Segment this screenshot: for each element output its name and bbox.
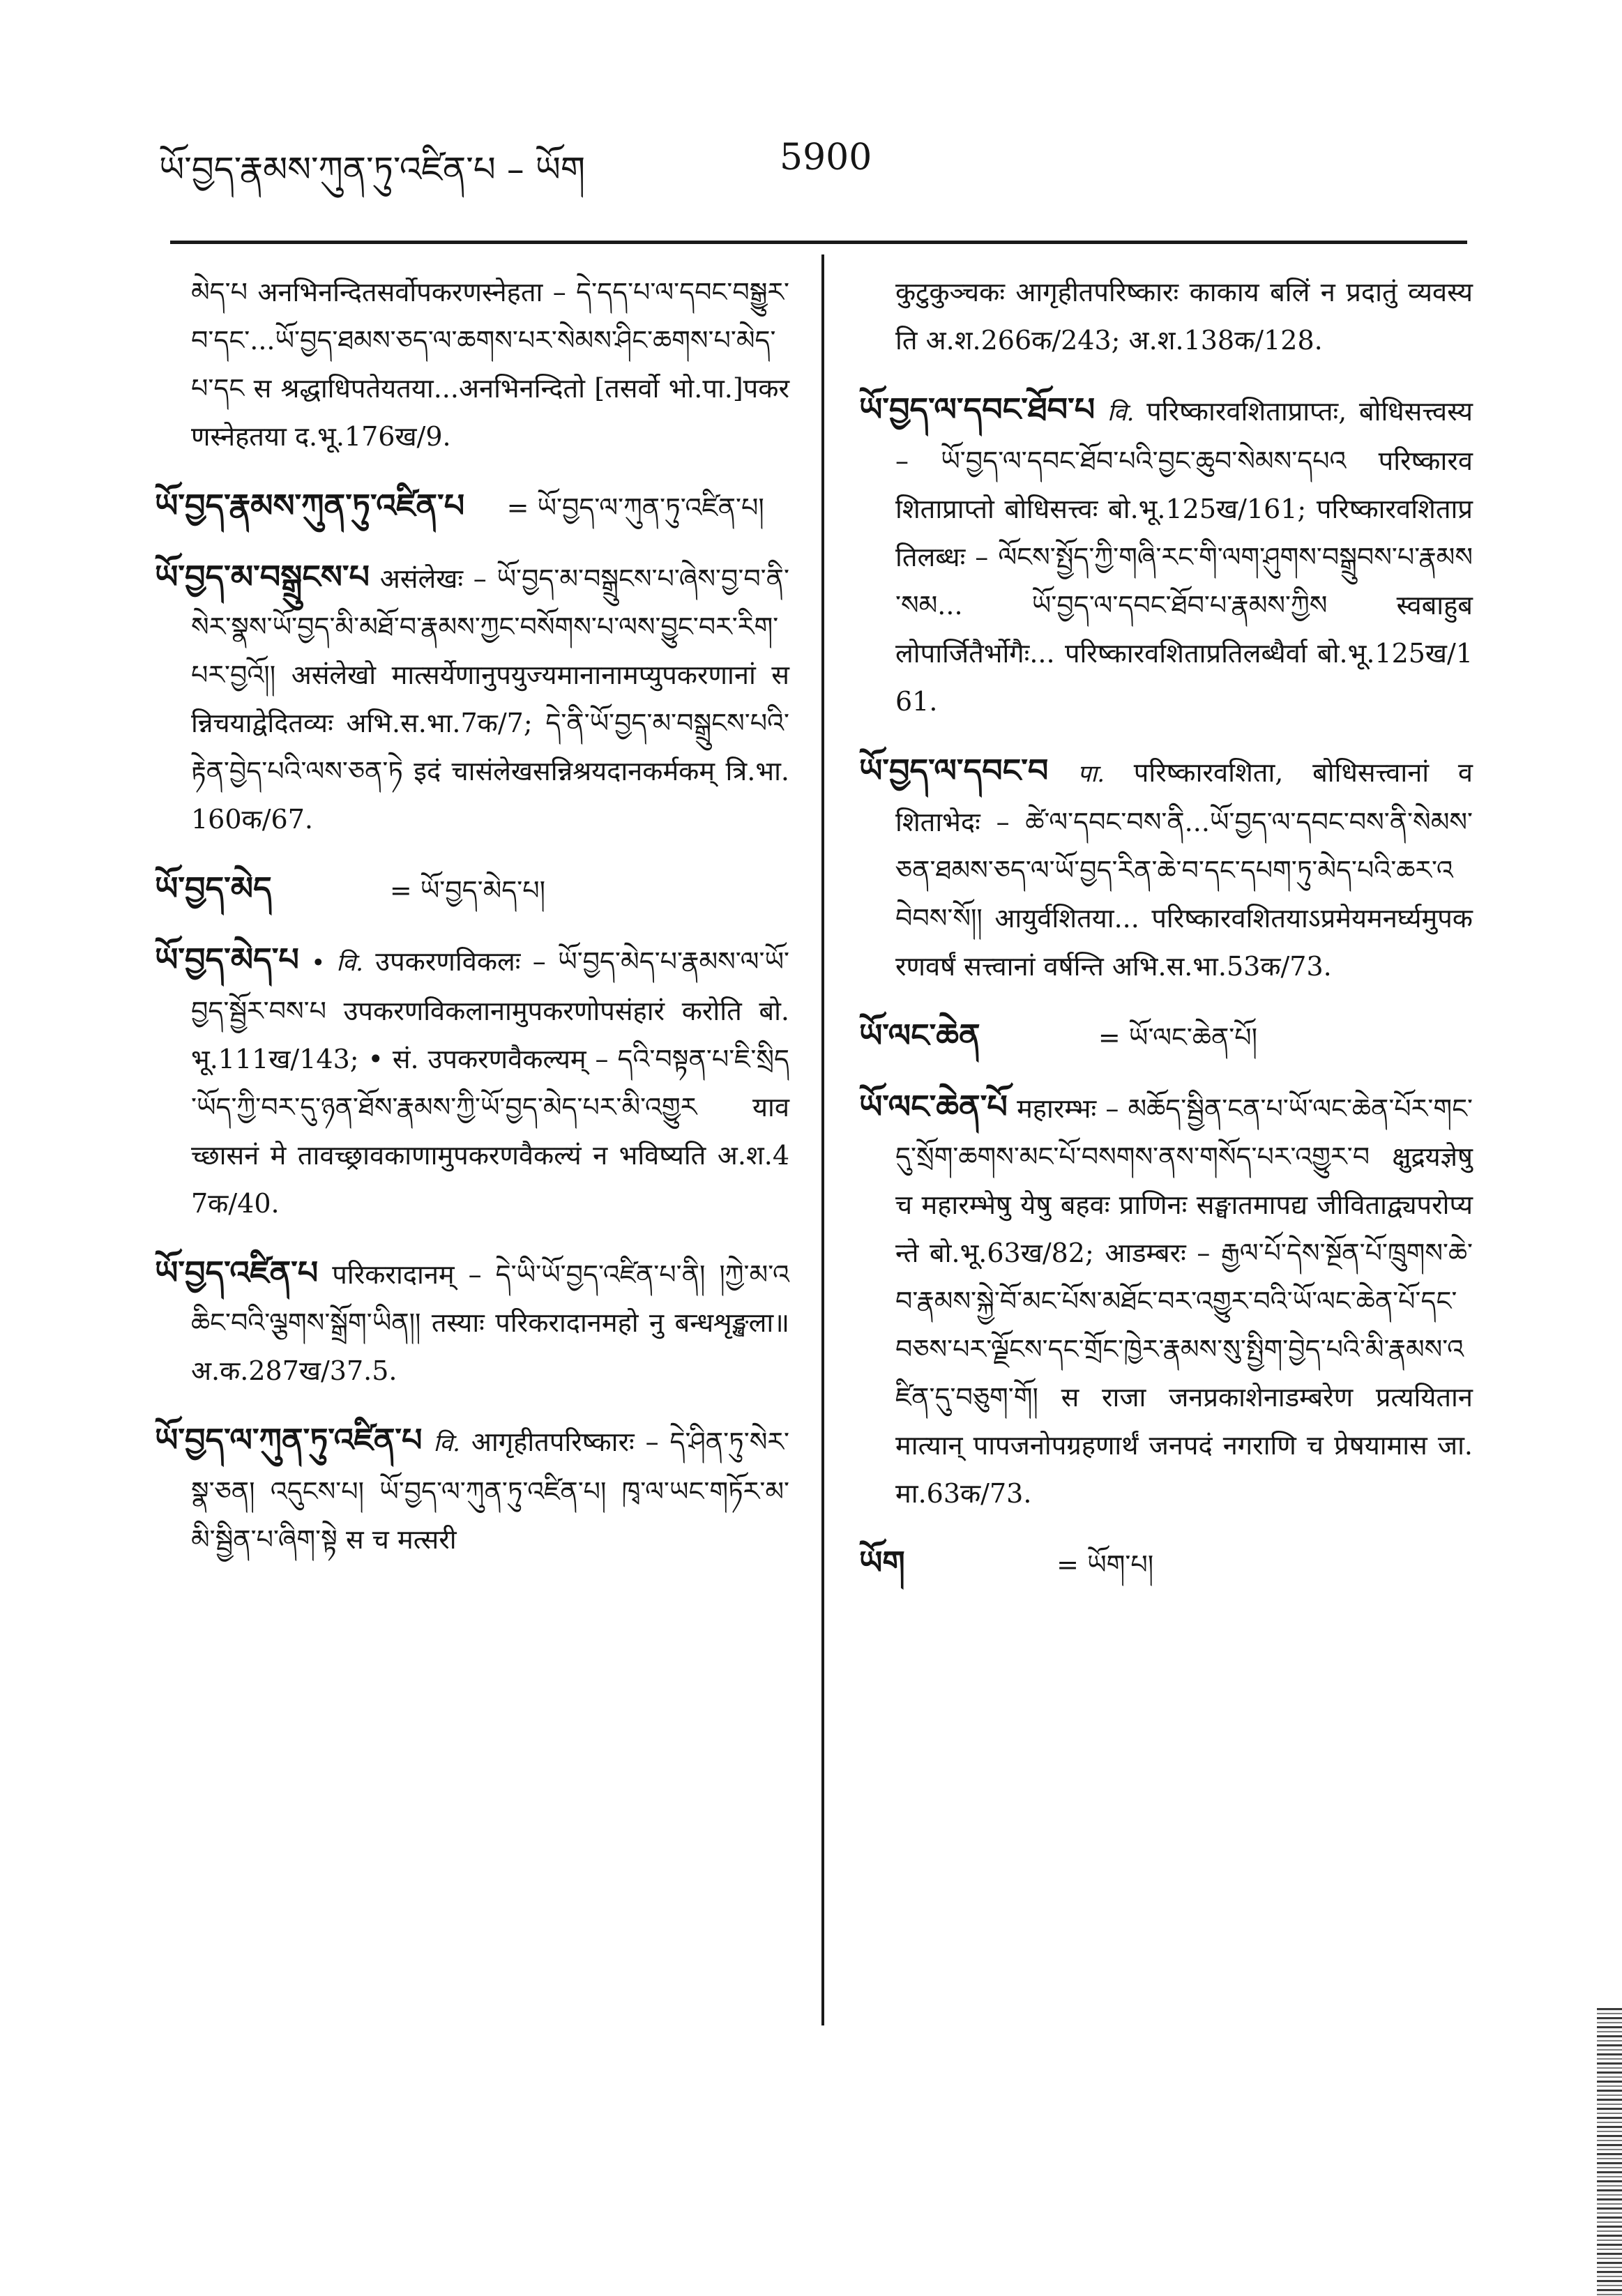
entry-headword: ཡོ་བྱད་འཛིན་པ (155, 1254, 319, 1291)
entry-body: असंलेखः – ཡོ་བྱད་མ་བསྒྲུངས་པ་ཞེས་བྱ་བ་ནི་སེར་སྣས་ཡོ་བྱད་མི་མཐོ་བ་རྣམས་ཀྱང་བསོགས་པ་ལས་བྱུང་བར་རིག་པར་བྱའོ།། असंलेखो मात्सर्येणानुपयुज्यमानानामप्युपकरणानां सन्निचयाद्वेदितव्यः अभि.स.भा.7क/7; དེ་ནི་ཡོ་བྱད་མ་བསྒྲུངས་པའི་རྟེན་བྱེད་པའི་ལས་ཅན་ཏེ इदं चासंलेखसन्निश्रयदानकर्मकम् त्रि.भा.160क/67. (191, 563, 789, 835)
entry-body: आगृहीतपरिष्कारः – དེ་ཤིན་ཏུ་སེར་སྣ་ཅན། འདུངས་པ། ཡོ་བྱད་ལ་ཀུན་ཏུ་འཛིན་པ། ཁྭ་ལ་ཡང་གཏོར་མ་མི་སྦྱིན་པ་ཞིག་སྟེ स च मत्सरी (191, 1427, 789, 1555)
entry-body: उपकरणविकलः – ཡོ་བྱད་མེད་པ་རྣམས་ལ་ཡོ་བྱད་སྦྱོར་བས་པ उपकरणविकलानामुपकरणोपसंहारं करोति बो.भू.111ख/143; • सं. उपकरणवैकल्यम् – དའི་བསྟན་པ་ཇི་སྲིད་ཡོད་ཀྱི་བར་དུ་ཉན་ཐོས་རྣམས་ཀྱི་ཡོ་བྱད་མེད་པར་མི་འགྱུར यावच्छासनं मे तावच्छ्रावकाणामुपकरणवैकल्यं न भविष्यति अ.श.47क/40. (191, 946, 789, 1219)
entry-headword: ཡོ་བྱད་རྣམས་ཀུན་ཏུ་འཛིན་པ (155, 487, 465, 524)
entry-body: = ཡོ་བྱད་ལ་ཀུན་ཏུ་འཛིན་པ། (506, 492, 764, 523)
entry-headword: ཡོ་བྱད་ལ་དབང་ཐོབ་པ (859, 390, 1096, 428)
left-column (155, 268, 789, 1585)
dictionary-entry (155, 865, 789, 915)
entry-headword: ཡོ་བྱད་མེད (155, 869, 272, 907)
entry-grammar: वि. (1107, 399, 1135, 427)
entry-body: परिष्कारवशिताप्राप्तः, बोधिसत्त्वस्य – ཡོ་བྱད་ལ་དབང་ཐོབ་པའི་བྱང་ཆུབ་སེམས་དཔའ परिष्कारवशिताप्राप्तो बोधिसत्त्वः बो.भू.125ख/161; परिष्कारवशिताप्रतिलब्धः – ལོངས་སྤྱོད་ཀྱི་གཞི་རང་གི་ལག་ཤུགས་བསྒྲུབས་པ་རྣམས་སམ... ཡོ་བྱད་ལ་དབང་ཐོབ་པ་རྣམས་ཀྱིས स्वबाहुबलोपार्जितैर्भोगैः... परिष्कारवशिताप्रतिलब्धैर्वा बो.भू.125ख/161. (895, 396, 1473, 717)
entry-body: = ཡོ་བྱད་མེད་པ། (389, 875, 546, 906)
dictionary-entry (859, 747, 1473, 991)
right-column (859, 268, 1473, 1610)
dictionary-entry (155, 482, 789, 532)
entry-body: परिकरादानम् – དེ་ཡི་ཡོ་བྱད་འཛིན་པ་ནི། །ཀྱེ་མ་འཆིང་བའི་ལྕགས་སྒྲོག་ཡིན།། तस्याः परिकरादानमहो नु बन्धशृङ्खला॥ अ.क.287ख/37.5. (191, 1259, 789, 1386)
entry-headword: ཡོ་བྱད་མ་བསྒྲུངས་པ (155, 558, 370, 595)
column-divider (821, 254, 824, 2025)
entry-grammar: वि. (433, 1429, 460, 1457)
entry-headword: ཡོག (859, 1544, 905, 1581)
dictionary-entry (155, 1416, 789, 1564)
entry-body: = ཡོག་པ། (1056, 1549, 1154, 1580)
entry-headword: ཡོ་བྱད་ལ་ཀུན་ཏུ་འཛིན་པ (155, 1421, 423, 1459)
entry-body: महारम्भः – མཆོད་སྦྱིན་ངན་པ་ཡོ་ལང་ཆེན་པོར་གང་དུ་སྲོག་ཆགས་མང་པོ་བསགས་ནས་གསོད་པར་འགྱུར་བ क्षुद्रयज्ञेषु च महारम्भेषु येषु बहवः प्राणिनः सङ्घातमापद्य जीविताद्व्यपरोप्यन्ते बो.भू.63ख/82; आडम्बरः – རྒྱལ་པོ་དེས་སྔོན་པོ་ཁྲུགས་ཆེ་བ་རྣམས་སྐྱེ་བོ་མང་པོས་མཐོང་བར་འགྱུར་བའི་ཡོ་ལང་ཆེན་པོ་དང་བཅས་པར་ལྗོངས་དང་གྲོང་ཁྱེར་རྣམས་སུ་སྤྱིག་བྱེད་པའི་མི་རྣམས་འཛིན་དུ་བཅུག་གོ། स राजा जनप्रकाशेनाडम्बरेण प्रत्ययितानमात्यान् पापजनोपग्रहणार्थं जनपदं नगराणि च प्रेषयामास जा.मा.63क/73. (895, 1093, 1473, 1509)
entry-grammar: पा. (1077, 760, 1105, 788)
page-number: 5900 (780, 137, 872, 178)
entry-body: = ཡོ་ལང་ཆེན་པོ། (1098, 1022, 1258, 1053)
dictionary-entry (155, 936, 789, 1228)
header-rule (170, 241, 1467, 244)
dictionary-entry (155, 1249, 789, 1395)
dictionary-entry (859, 1012, 1473, 1062)
scan-edge-bleed (1597, 2008, 1622, 2296)
entry-headword: ཡོ་བྱད་མེད་པ (155, 941, 299, 978)
dictionary-entry (155, 268, 789, 461)
entry-body: མེད་པ अनभिनन्दितसर्वोपकरणस्नेहता – དེ་དད་པ་ལ་དབང་བསྒྱུར་བ་དང་...ཡོ་བྱད་ཐམས་ཅད་ལ་ཆགས་པར་སེམས་ཤིང་ཆགས་པ་མེད་པ་དང स श्रद्धाधिपतेयतया...अनभिनन्दितो [तसर्वो भो.पा.]पकरणस्नेहतया द.भू.176ख/9. (191, 277, 789, 452)
entry-headword: ཡོ་བྱད་ལ་དབང་བ (859, 752, 1049, 789)
entry-body: कुटुकुञ्चकः आगृहीतपरिष्कारः काकाय बलिं न प्रदातुं व्यवस्यति अ.श.266क/243; अ.श.138क/128. (895, 277, 1473, 356)
dictionary-entry (859, 1083, 1473, 1518)
entry-grammar: • वि. (311, 949, 363, 977)
entry-headword: ཡོ་ལང་ཆེན (859, 1017, 980, 1054)
entry-body: परिष्कारवशिता, बोधिसत्त्वानां वशिताभेदः – ཚེ་ལ་དབང་བས་ནི...ཡོ་བྱད་ལ་དབང་བས་ནི་སེམས་ཅན་ཐམས་ཅད་ལ་ཡོ་བྱད་རིན་ཆེ་བ་དང་དཔག་ཏུ་མེད་པའི་ཆར་འབེབས་སོ།། आयुर्वशितया... परिष्कारवशितयाऽप्रमेयमनर्घ्यमुपकरणवर्षं सत्त्वानां वर्षन्ति अभि.स.भा.53क/73. (895, 757, 1473, 982)
dictionary-entry (155, 553, 789, 844)
dictionary-entry (859, 1539, 1473, 1589)
entry-headword: ཡོ་ལང་ཆེན་པོ (859, 1088, 1008, 1125)
page-header-title: ཡོ་བྱད་རྣམས་ཀུན་ཏུ་འཛིན་པ – ཡོག (159, 149, 586, 190)
dictionary-entry (859, 386, 1473, 726)
dictionary-entry (859, 268, 1473, 365)
